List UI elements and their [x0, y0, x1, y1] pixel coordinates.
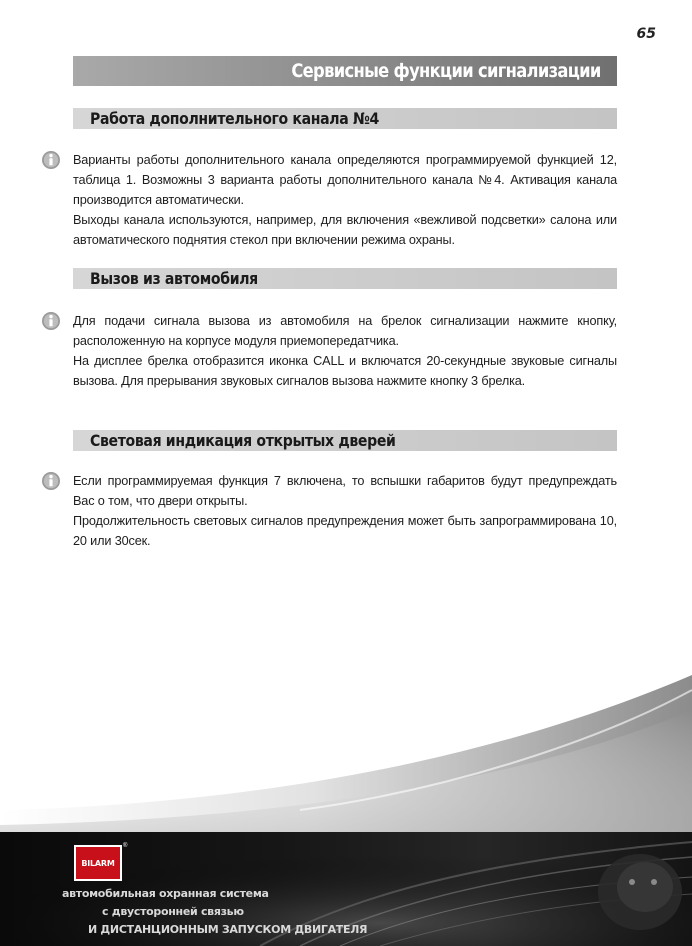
section-body	[73, 471, 617, 551]
bilarm-logo	[74, 845, 122, 881]
tagline-line: И ДИСТАНЦИОННЫМ ЗАПУСКОМ ДВИГАТЕЛЯ	[88, 923, 368, 936]
decorative-swoosh	[0, 650, 692, 840]
paragraph: Если программируемая функция 7 включена, то вспышки габаритов будут предупреждать Вас о том, что двери открыты.	[73, 474, 617, 508]
section-body	[73, 150, 617, 250]
footer-banner	[0, 832, 692, 946]
info-icon	[41, 150, 61, 170]
tagline-line: с двусторонней связью	[102, 905, 244, 918]
paragraph: На дисплее брелка отобразится иконка CALL и включатся 20-секундные звуковые сигналы вызова. Для прерывания звуковых сигналов вызова нажмите кнопку 3 брелка.	[73, 354, 617, 388]
page-title-bar	[73, 56, 617, 86]
paragraph: Варианты работы дополнительного канала определяются программируемой функцией 12, таблица 1. Возможны 3 варианта работы дополнительного канала №4. Активация канала производится автоматически.	[73, 153, 617, 207]
section-title: Работа дополнительного канала №4	[90, 109, 379, 128]
registered-mark: ®	[123, 843, 128, 849]
section-title: Вызов из автомобиля	[90, 269, 258, 288]
section-body	[73, 311, 617, 391]
section-header-channel4	[73, 108, 617, 129]
tagline-line: автомобильная охранная система	[62, 887, 269, 900]
paragraph: Выходы канала используются, например, для включения «вежливой подсветки» салона или автоматического поднятия стекол при включении режима охраны.	[73, 213, 617, 247]
info-icon	[41, 311, 61, 331]
page-number: 65	[636, 26, 656, 42]
logo-text: BILARM	[81, 858, 115, 868]
section-header-door-indication	[73, 430, 617, 451]
info-icon	[41, 471, 61, 491]
paragraph: Для подачи сигнала вызова из автомобиля на брелок сигнализации нажмите кнопку, расположенную на корпусе модуля приемопередатчика.	[73, 314, 617, 348]
page-title: Сервисные функции сигнализации	[291, 60, 601, 82]
section-header-car-call	[73, 268, 617, 289]
section-title: Световая индикация открытых дверей	[90, 431, 396, 450]
paragraph: Продолжительность световых сигналов предупреждения может быть запрограммирована 10, 20 или 30сек.	[73, 514, 617, 548]
